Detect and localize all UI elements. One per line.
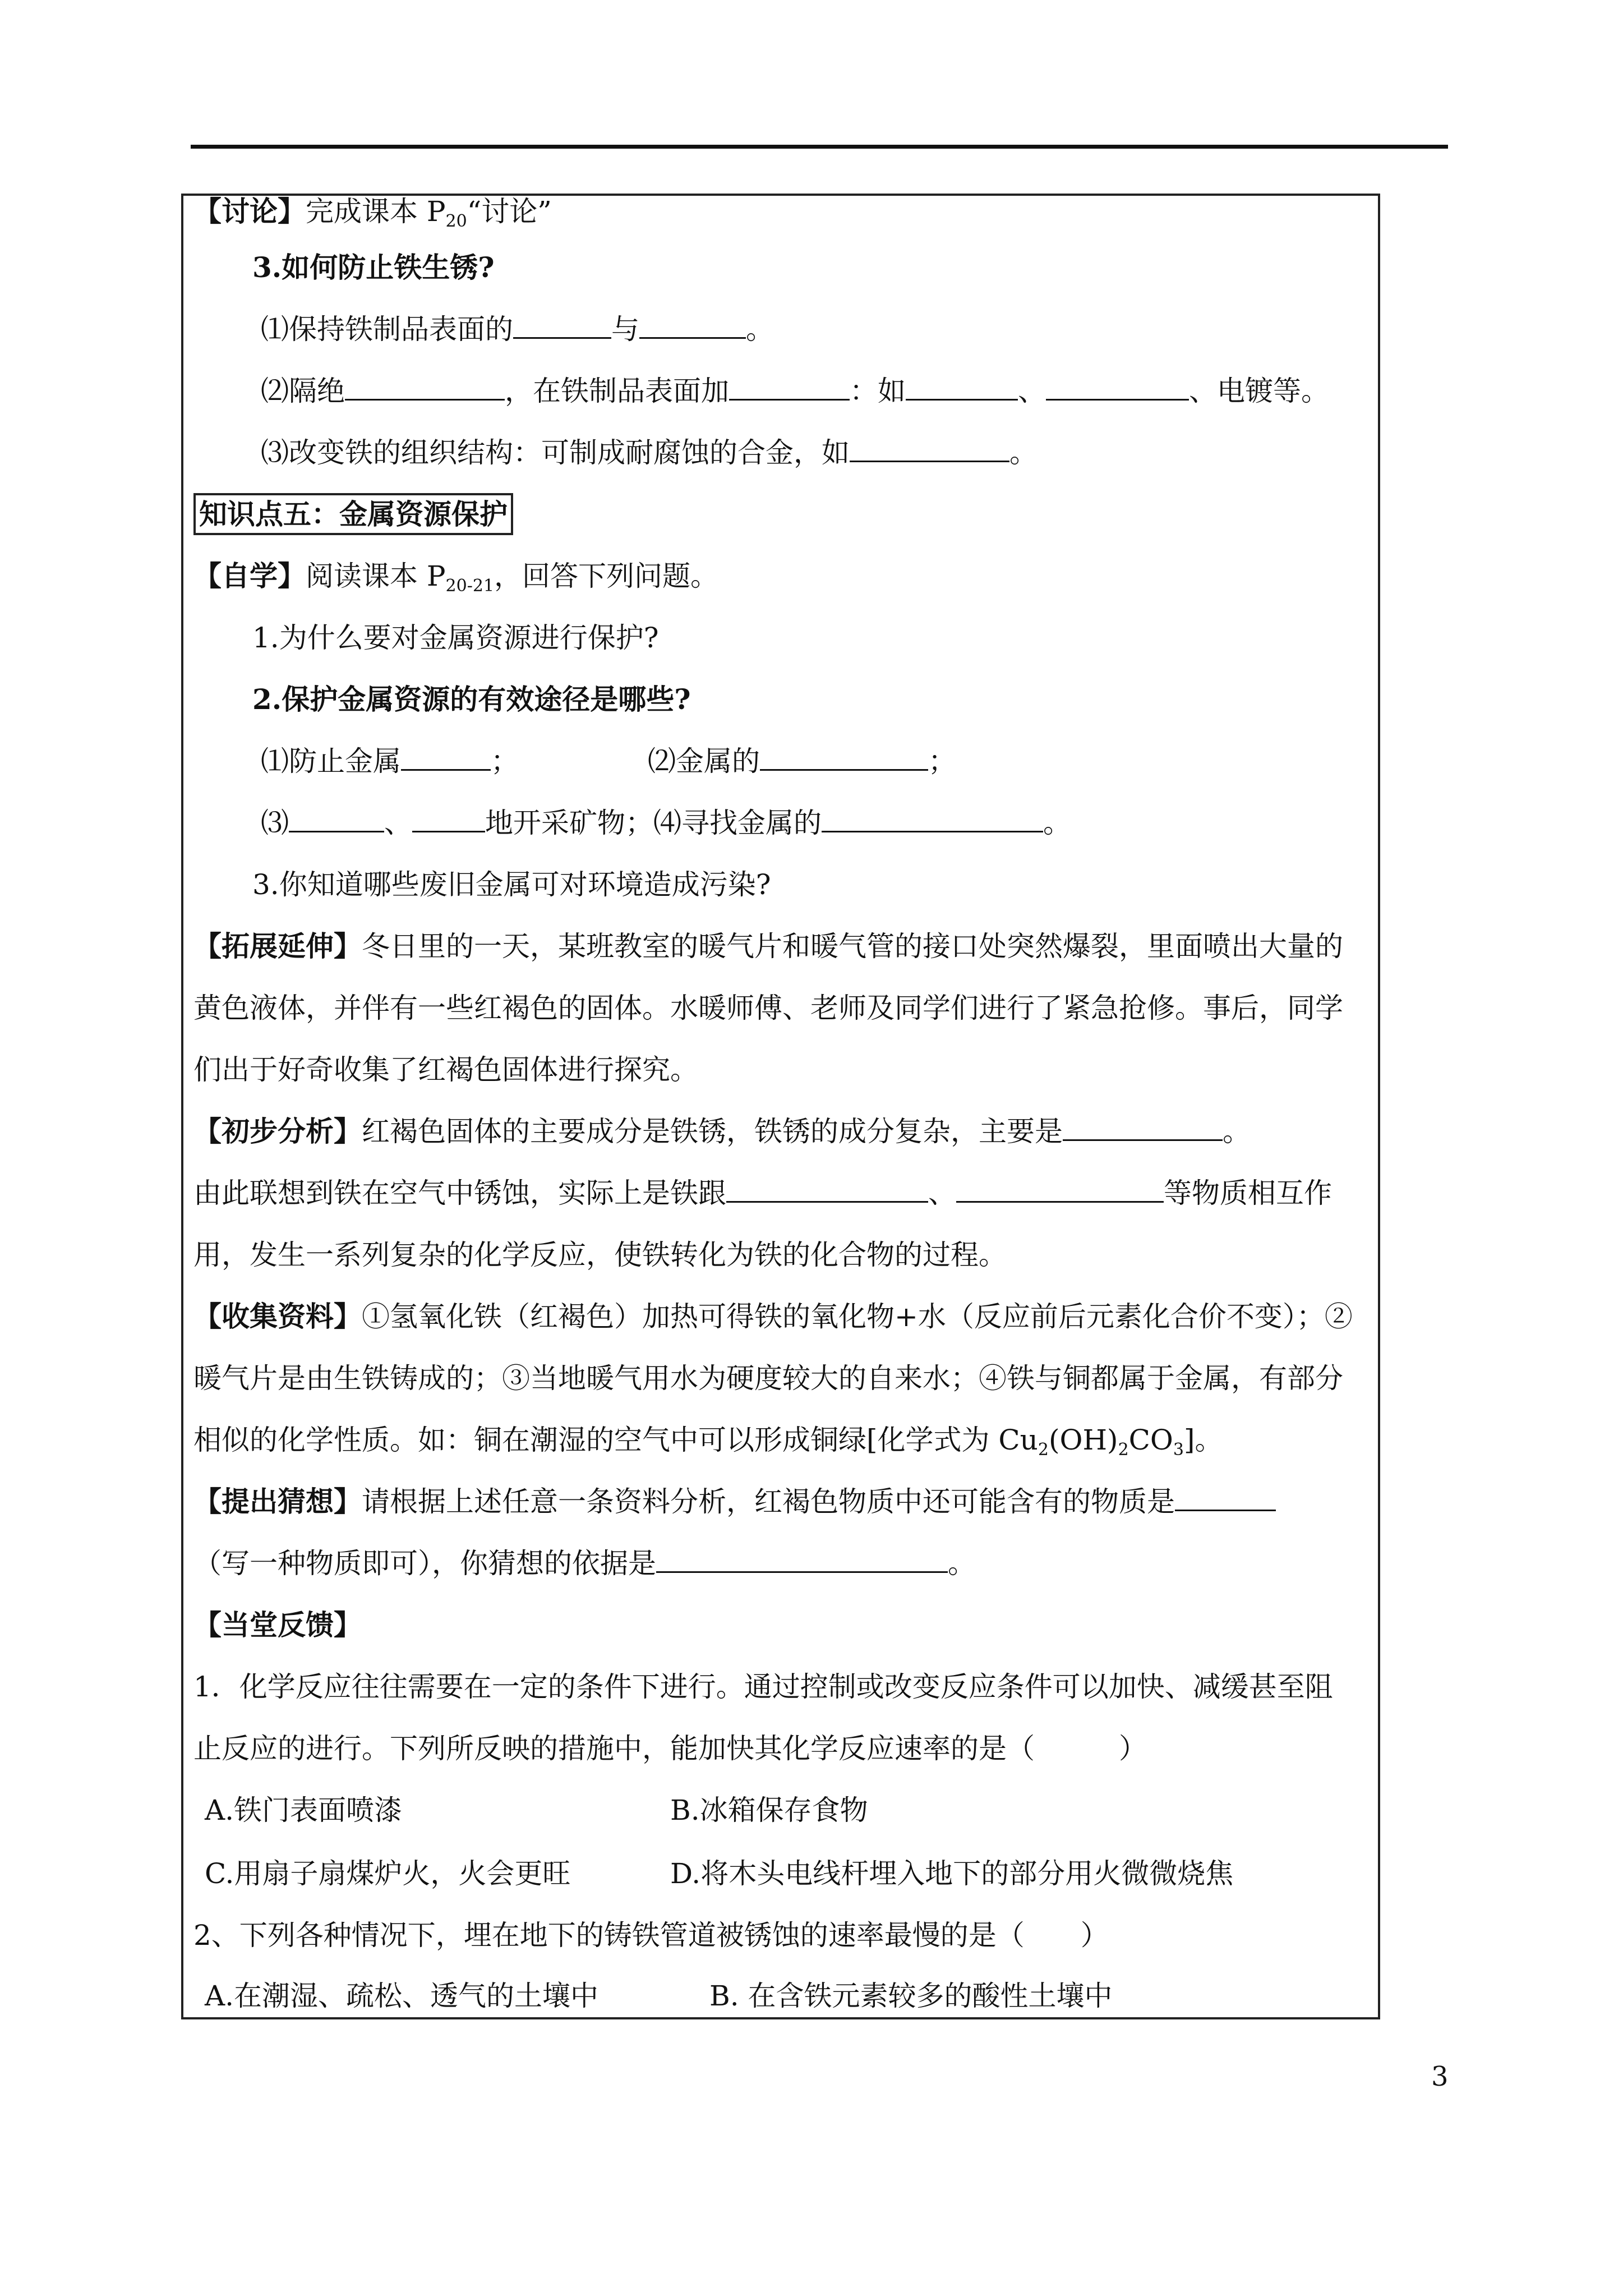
feedback-q2-line1: 2、下列各种情况下，埋在地下的铸铁管道被锈蚀的速率最慢的是（ ） [193, 1919, 1109, 1952]
analysis-line1: 【初步分析】红褐色固体的主要成分是铁锈，铁锈的成分复杂，主要是 。 [193, 1115, 1251, 1148]
header-rule [191, 145, 1448, 149]
self-study-q2: 2.保护金属资源的有效途径是哪些? [252, 683, 691, 716]
feedback-q2-option-a: A.在潮湿、疏松、透气的土壤中 [205, 1980, 599, 2012]
q3-title: 3.如何防止铁生锈? [252, 251, 495, 284]
answer-blank[interactable] [401, 744, 491, 771]
feedback-q1-line1: 1．化学反应往往需要在一定的条件下进行。通过控制或改变反应条件可以加快、减缓甚至阻 [193, 1671, 1333, 1703]
self-study-q3: 3.你知道哪些废旧金属可对环境造成污染? [252, 868, 771, 901]
answer-blank[interactable] [513, 312, 611, 339]
q3-item1: ⑴保持铁制品表面的 与 。 [261, 313, 774, 346]
answer-blank[interactable] [760, 744, 928, 771]
answer-blank[interactable] [726, 1176, 928, 1203]
feedback-q1-line2: 止反应的进行。下列所反映的措施中，能加快其化学反应速率的是（ ） [193, 1732, 1147, 1765]
answer-blank[interactable] [956, 1176, 1164, 1203]
discussion-line: 【讨论】完成课本 $P_{20}“$讨论” [193, 195, 552, 231]
answer-blank[interactable] [289, 806, 384, 832]
answer-blank[interactable] [656, 1547, 948, 1573]
extension-line3: 们出于好奇收集了红褐色固体进行探究。 [193, 1053, 698, 1086]
feedback-q1-option-c: C.用扇子扇煤炉火，火会更旺 [205, 1857, 571, 1890]
self-study-q2-row2: ⑶ 、 地开采矿物；⑷寻找金属的 。 [261, 807, 1071, 839]
page-number: 3 [1431, 2061, 1449, 2092]
hypothesis-tag: 【提出猜想】 [193, 1485, 362, 1518]
answer-blank[interactable] [1063, 1115, 1223, 1141]
hypothesis-line2: （写一种物质即可），你猜想的依据是 。 [193, 1547, 976, 1580]
self-study-q1: 1.为什么要对金属资源进行保护? [252, 622, 659, 654]
answer-blank[interactable] [345, 374, 505, 401]
knowledge-point-5-title: 知识点五：金属资源保护 [199, 496, 513, 532]
answer-blank[interactable] [906, 374, 1018, 401]
materials-tag: 【收集资料】 [193, 1300, 362, 1333]
answer-blank[interactable] [639, 312, 746, 339]
answer-blank[interactable] [1175, 1485, 1276, 1511]
q3-item3: ⑶改变铁的组织结构：可制成耐腐蚀的合金，如 。 [261, 436, 1038, 469]
hypothesis-line1: 【提出猜想】请根据上述任意一条资料分析，红褐色物质中还可能含有的物质是 [193, 1484, 1276, 1520]
materials-line2: 暖气片是由生铁铸成的；③当地暖气用水为硬度较大的自来水；④铁与铜都属于金属，有部分 [193, 1362, 1343, 1395]
self-study-line: 【自学】阅读课本 $P_{20-21}$，回答下列问题。 [193, 559, 719, 596]
feedback-tag: 【当堂反馈】 [193, 1608, 362, 1641]
self-study-q2-row1: ⑴防止金属 ； ⑵金属的 ； [261, 745, 956, 777]
feedback-q1-option-a: A.铁门表面喷漆 [205, 1794, 403, 1826]
analysis-line2: 由此联想到铁在空气中锈蚀，实际上是铁跟 、 等物质相互作 [193, 1177, 1332, 1209]
extension-line1: 【拓展延伸】冬日里的一天，某班教室的暖气片和暖气管的接口处突然爆裂，里面喷出大量的 [193, 930, 1343, 963]
q3-item2: ⑵隔绝 ，在铁制品表面加 ：如 、 、电镀等。 [261, 375, 1329, 407]
answer-blank[interactable] [822, 806, 1043, 832]
materials-line1: 【收集资料】①氢氧化铁（红褐色）加热可得铁的氧化物+水（反应前后元素化合价不变）；② [193, 1300, 1353, 1333]
discussion-tag: 【讨论】 [193, 195, 306, 228]
answer-blank[interactable] [1046, 374, 1189, 401]
analysis-tag: 【初步分析】 [193, 1115, 362, 1148]
feedback-q2-option-b: B. 在含铁元素较多的酸性土壤中 [709, 1980, 1113, 2012]
analysis-line3: 用，发生一系列复杂的化学反应，使铁转化为铁的化合物的过程。 [193, 1239, 1007, 1271]
materials-line3: 相似的化学性质。如：铜在潮湿的空气中可以形成铜绿[化学式为 $Cu_2(OH)_2CO_3$]。 [193, 1424, 1223, 1460]
self-study-tag: 【自学】 [193, 559, 306, 592]
answer-blank[interactable] [412, 806, 485, 832]
feedback-q1-option-b: B.冰箱保存食物 [670, 1794, 868, 1826]
answer-blank[interactable] [850, 436, 1009, 462]
feedback-q1-option-d: D.将木头电线杆埋入地下的部分用火微微烧焦 [670, 1857, 1234, 1890]
answer-blank[interactable] [729, 374, 850, 401]
extension-tag: 【拓展延伸】 [193, 930, 362, 963]
extension-line2: 黄色液体，并伴有一些红褐色的固体。水暖师傅、老师及同学们进行了紧急抢修。事后，同学 [193, 992, 1343, 1024]
